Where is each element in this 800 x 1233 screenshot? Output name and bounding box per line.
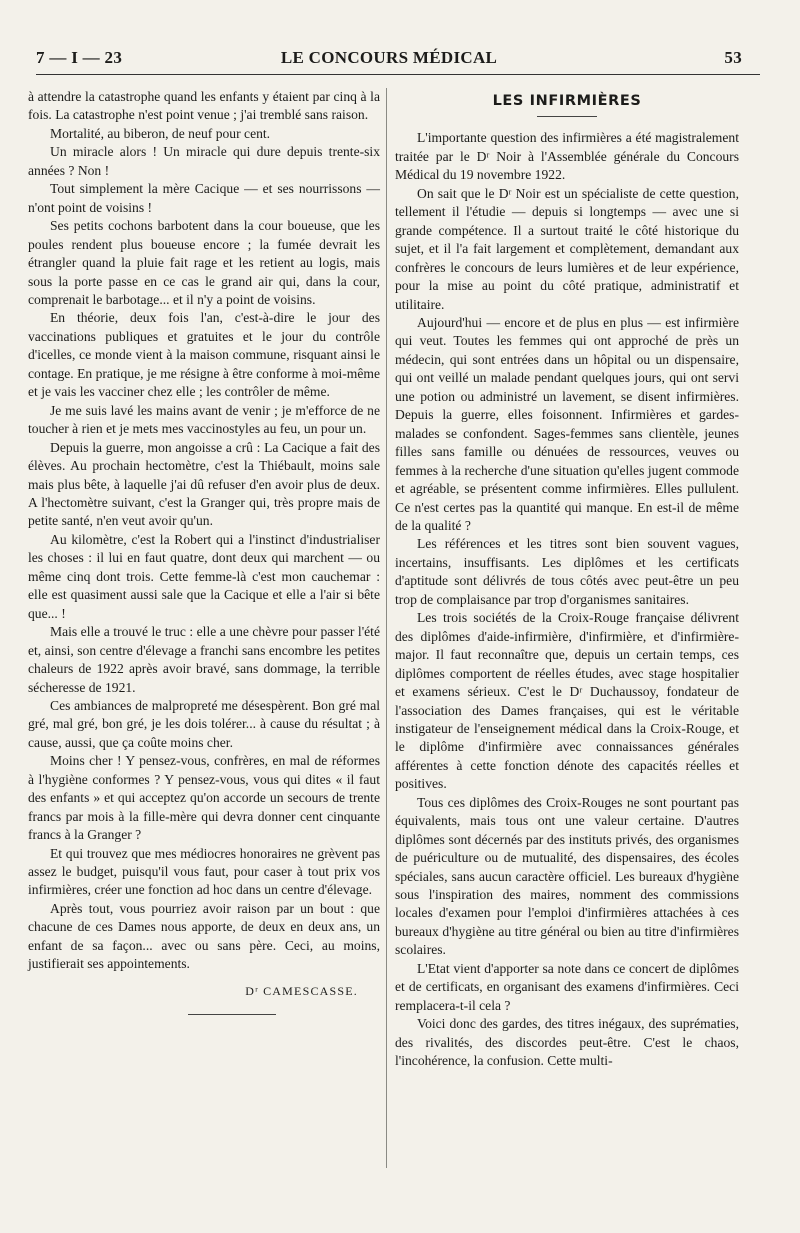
article-paragraph: Au kilomètre, c'est la Robert qui a l'instinct d'industrialiser les choses : il lui en faut quatre, dont deux qui marchent — ou même cinq dont trois. Cette femme-là c'est mon cauchemar : elle est quasiment aussi sale que la Cacique et elle a l'air si bête que... !	[28, 531, 380, 621]
article-paragraph: Ces ambiances de malpropreté me désespèrent. Bon gré mal gré, mal gré, bon gré, je les dois tolérer... à cause du résultat ; à cause, aussi, que ça coûte moins cher.	[28, 697, 380, 750]
article-paragraph: Je me suis lavé les mains avant de venir ; je m'efforce de ne toucher à rien et je mets mes vaccinostyles au feu, un pour un.	[28, 402, 380, 437]
article-paragraph: Mais elle a trouvé le truc : elle a une chèvre pour passer l'été et, ainsi, son centre d'élevage a franchi sans encombre les petites chaleurs de 1922 après avoir bravé, sans dommage, la terrible sécheresse de 1921.	[28, 624, 380, 695]
journal-title: LE CONCOURS MÉDICAL	[280, 48, 498, 67]
article-paragraph: Les trois sociétés de la Croix-Rouge française délivrent des diplômes d'aide-infirmière, d'infirmière, et d'infirmière-major. Il faut reconnaître que, depuis un certain temps, ces diplômes comportent de réelles études, avec stage hospitalier et examens sérieux. C'est le Dʳ Duchaussoy, fondateur de l'association des Dames françaises, qui est le véritable instigateur de l'enseignement médical dans la Croix-Rouge, et le diplôme d'infirmière avec connaissances générales afférentes à cette fonction dénote des capacités réelles et positives.	[395, 610, 739, 792]
article-paragraph: Après tout, vous pourriez avoir raison par un bout : que chacune de ces Dames nous apporte, de deux en deux ans, un enfant de sa façon... avec ou sans père. Ceci, au moins, justifierait ses appointements.	[28, 900, 380, 972]
right-column	[395, 88, 739, 1071]
article-paragraph: L'Etat vient d'apporter sa note dans ce concert de diplômes et de certificats, en organisant des examens d'infirmières. Ceci remplacera-t-il cela ?	[395, 960, 739, 1013]
article-paragraph: Ses petits cochons barbotent dans la cour boueuse, que les poules rendent plus boueuse encore ; la fumée devrait les étrangler quand la pluie fait rage et les retient au logis, mais sous la porte passe en ce cas le grand air qui, dans la cour, comprenait le barbotage... et il n'y a point de voisins.	[28, 218, 380, 307]
issue-date: 7 — I — 23	[36, 48, 123, 67]
article-paragraph: à attendre la catastrophe quand les enfants y étaient par cinq à la fois. La catastrophe n'est point venue ; j'ai tremblé sans raison.	[28, 89, 380, 123]
page-number: 53	[724, 48, 742, 67]
header-rule	[36, 74, 760, 75]
article-paragraph: Mortalité, au biberon, de neuf pour cent.	[50, 125, 271, 141]
article-paragraph: Et qui trouvez que mes médiocres honoraires ne grèvent pas assez le budget, puisqu'il vous faut, pour caser à tout prix vos infirmières, créer une fonction ad hoc dans un centre d'élevage.	[28, 845, 380, 898]
author-signature: Dʳ CAMESCASSE.	[245, 983, 358, 998]
article-paragraph: En théorie, deux fois l'an, c'est-à-dire le jour des vaccinations publiques et gratuites et le jour du contrôle d'icelles, ce monde vient à la maison commune, risquant ainsi le contage. En pratique, je me résigne à être conforme à moi-même et je vais les vacciner chez elle ; les contrôler de même.	[28, 310, 380, 400]
article-paragraph: Aujourd'hui — encore et de plus en plus — est infirmière qui veut. Toutes les femmes qui ont approché de près un médecin, qui sont entrées dans un hôpital ou un dispensaire, qui ont veillé un malade pendant quelques jours, qui ont servi une potion ou administré un lavement, se disent infirmières. Depuis la guerre, elles foisonnent. Infirmières et gardes-malades se confondent. Sages-femmes sans clientèle, jeunes filles sans famille ou dénuées de ressources, veuves ou femmes à la recherche d'une situation qu'elles jugent commode et agréable, se présentent comme infirmières. Elles pullulent. Ce n'est certes pas la quantité qui manque. En est-il de même de la qualité ?	[395, 314, 739, 533]
article-paragraph: Tout simplement la mère Cacique — et ses nourrissons — n'ont point de voisins !	[28, 181, 380, 215]
article-paragraph: Les références et les titres sont bien souvent vagues, incertains, insuffisants. Les diplômes et les certificats d'aptitude sont délivrés de tous côtés avec peut-être un peu trop de complaisance par trop d'organismes sanitaires.	[395, 536, 739, 607]
column-divider	[386, 88, 387, 1168]
article-paragraph: Voici donc des gardes, des titres inégaux, des suprématies, des rivalités, des discordes peut-être. C'est le chaos, l'incohérence, la confusion. Cette multi-	[395, 1016, 739, 1069]
article-paragraph: Depuis la guerre, mon angoisse a crû : La Cacique a fait des élèves. Au prochain hectomètre, c'est la Thiébault, moins sale mais plus bête, à laquelle j'ai dû refuser d'en avoir plus de deux. A l'hectomètre suivant, c'est la Granger qui, très propre mais de petite santé, n'en veut avoir qu'un.	[28, 439, 380, 529]
page-header	[36, 44, 742, 72]
left-column	[28, 88, 380, 1015]
title-rule	[537, 116, 597, 117]
article-paragraph: On sait que le Dʳ Noir est un spécialiste de cette question, tellement il l'étudie — depuis si longtemps — avec une si grande compétence. Il a surtout traité le côté historique du sujet, et il l'a fait largement et complètement, demandant aux confrères le concours de leurs lumières et de leur expérience, pour la mise au point du côté pratique, administratif et utilitaire.	[395, 185, 739, 312]
article-end-rule	[188, 1014, 276, 1015]
article-paragraph: Tous ces diplômes des Croix-Rouges ne sont pourtant pas équivalents, mais tous ont une valeur certaine. D'autres diplômes sont décernés par des instituts privés, des organismes de puériculture ou de mutualité, des dispensaires, des écoles spéciales, sans aucun caractère officiel. Les bureaux d'hygiène sous l'inspiration des maires, nomment des commissions locales d'examen pour l'emploi d'infirmières attachées à ces bureaux d'hygiène au titre général ou bien au titre d'infirmières scolaires.	[395, 794, 739, 958]
article-paragraph: Moins cher ! Y pensez-vous, confrères, en mal de réformes à l'hygiène conformes ? Y pensez-vous, vous qui dites « il faut des enfants » et qui acceptez qu'on accorde un secours de trente francs par mois à la fille-mère qui devra donner cent cinquante francs à la Granger ?	[28, 753, 380, 843]
article-paragraph: L'importante question des infirmières a été magistralement traitée par le Dʳ Noir à l'Assemblée générale du Concours Médical du 19 novembre 1922.	[395, 130, 739, 183]
article-paragraph: Un miracle alors ! Un miracle qui dure depuis trente-six années ? Non !	[28, 144, 380, 178]
section-title: LES INFIRMIÈRES	[492, 93, 642, 109]
